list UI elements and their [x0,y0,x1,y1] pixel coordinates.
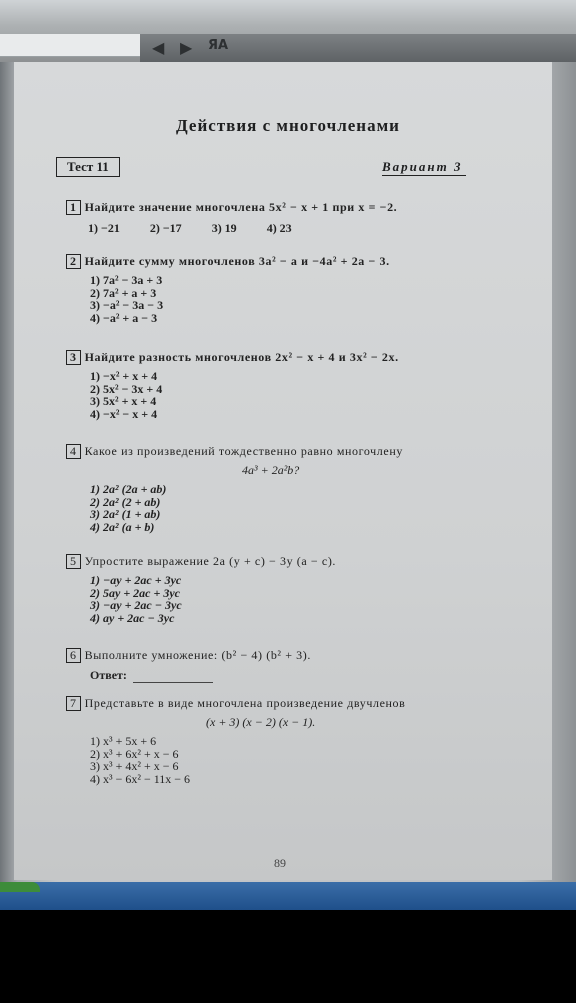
option: 2) x³ + 6x² + x − 6 [90,746,179,761]
translate-button[interactable]: ЯА [208,38,229,53]
page-title: Действия с многочленами [176,116,400,135]
task-number: 5 [66,554,81,569]
option: 3) 5x² + x + 4 [90,394,157,408]
option: 2) −17 [149,221,182,235]
task-5 [66,554,336,624]
option: 4) 2a² (a + b) [90,519,155,534]
option: 4) −a² + a − 3 [90,310,158,325]
task-text: Найдите сумму многочленов 3a² − a и −4a² + 2a − 3. [84,254,390,268]
task-expression: 4a³ + 2a²b? [242,463,300,477]
task-expression: (x + 3) (x − 2) (x − 1). [206,715,316,729]
task-text: Какое из произведений тождественно равно многочлену [84,444,403,458]
task-text: Выполните умножение: (b² − 4) (b² + 3). [84,648,311,662]
task-6 [66,648,311,683]
task-1 [66,200,397,236]
task-text: Представьте в виде многочлена произведение двучленов [84,696,406,710]
right-arrow-icon[interactable]: ▶ [180,38,193,57]
option: 4) −x² − x + 4 [90,406,158,421]
option: 4) ay + 2ac − 3yc [90,610,175,625]
taskbar [0,882,576,910]
navigation-strip [140,34,576,62]
task-text: Найдите разность многочленов 2x² − x + 4 и 3x² − 2x. [84,350,399,364]
option: 1) 2a² (2a + ab) [90,482,167,496]
option: 2) 7a² + a + 3 [90,285,157,300]
task-number: 4 [66,444,81,459]
left-arrow-icon[interactable]: ◀ [152,38,165,57]
option: 4) 23 [266,221,292,235]
task-number: 2 [66,254,81,269]
page-number: 89 [274,856,286,870]
option: 2) 5x² − 3x + 4 [90,381,163,396]
task-number: 3 [66,350,81,365]
option: 1) 7a² − 3a + 3 [90,273,163,287]
task-text: Упростите выражение 2a (y + c) − 3y (a − c). [84,554,337,568]
option: 3) 19 [211,221,237,235]
start-button[interactable] [0,882,40,892]
option: 1) −ay + 2ac + 3yc [90,573,182,587]
address-bar[interactable] [0,34,140,57]
option: 3) −ay + 2ac − 3yc [90,598,182,612]
task-7 [66,696,405,785]
option: 3) 2a² (1 + ab) [90,507,161,521]
option: 4) x³ − 6x² − 11x − 6 [90,771,191,786]
variant-label: Вариант 3 [382,159,466,176]
task-number: 7 [66,696,81,711]
task-4 [66,444,403,533]
task-number: 6 [66,648,81,663]
test-label: Тест 11 [56,157,120,177]
option: 2) 5ay + 2ac + 3yc [90,585,180,600]
task-number: 1 [66,200,81,215]
option: 2) 2a² (2 + ab) [90,494,161,509]
task-2 [66,254,390,324]
task-3 [66,350,399,420]
answer-line [133,682,213,683]
answer-label: Ответ: [90,668,127,682]
task-text: Найдите значение многочлена 5x² − x + 1 при x = −2. [84,200,398,214]
option: 1) −21 [88,221,120,235]
option: 3) −a² − 3a − 3 [90,298,164,312]
option: 3) x³ + 4x² + x − 6 [90,759,179,773]
option: 1) −x² + x + 4 [90,369,158,383]
option: 1) x³ + 5x + 6 [90,734,157,748]
